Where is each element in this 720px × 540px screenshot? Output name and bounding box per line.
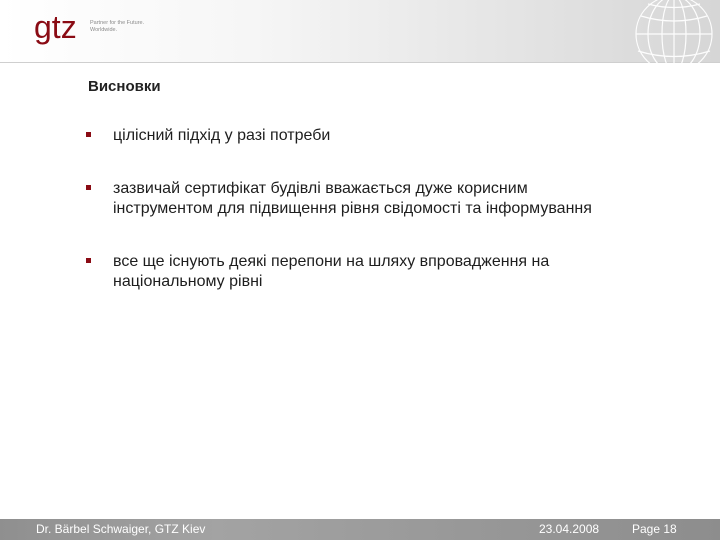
slide-header — [0, 0, 720, 63]
globe-icon — [624, 0, 720, 66]
footer-author: Dr. Bärbel Schwaiger, GTZ Kiev — [36, 522, 206, 536]
bullet-item — [86, 252, 626, 292]
gtz-logo — [34, 12, 88, 50]
square-bullet-icon — [86, 185, 91, 190]
footer-date: 23.04.2008 — [539, 522, 600, 536]
bullet-text: зазвичай сертифікат будівлі вважається дуже корисним інструментом для підвищення рівня свідомості та інформування — [113, 180, 592, 217]
square-bullet-icon — [86, 132, 91, 137]
bullet-item — [86, 179, 626, 219]
bullet-list — [86, 126, 626, 292]
tagline-line-1: Partner for the Future. — [90, 20, 145, 26]
gtz-logo-text: gtz — [34, 12, 77, 45]
tagline-line-2: Worldwide. — [90, 27, 118, 33]
footer-page-number: Page 18 — [632, 522, 677, 536]
bullet-text: все ще існують деякі перепони на шляху впровадження на національному рівні — [113, 253, 550, 290]
bullet-text: цілісний підхід у разі потреби — [113, 127, 331, 144]
logo-tagline — [90, 20, 144, 34]
bullet-item — [86, 126, 626, 146]
slide-title: Висновки — [88, 78, 161, 95]
square-bullet-icon — [86, 258, 91, 263]
slide-footer — [0, 519, 720, 540]
